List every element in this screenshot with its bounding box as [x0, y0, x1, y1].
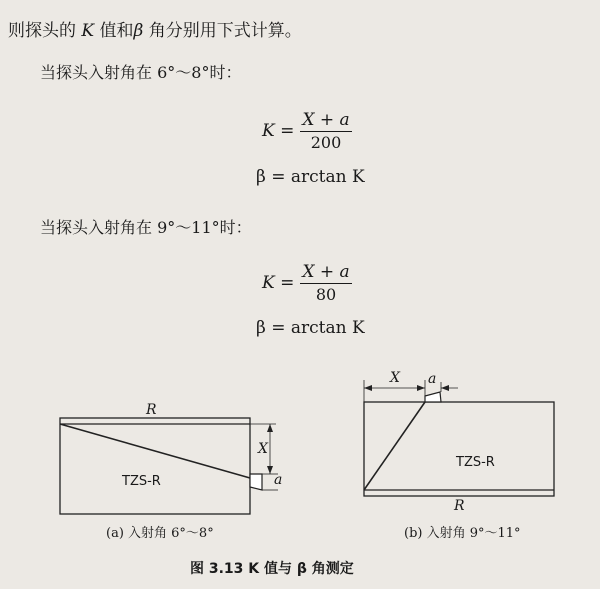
case1-condition: 当探头入射角在 6°～8°时：: [40, 63, 242, 82]
diagram-a-label-x: X: [258, 441, 268, 457]
figure-title: 图 3.13 K 值与 β 角测定: [190, 561, 354, 577]
diagram-a-block-label: TZS-R: [122, 474, 161, 489]
case2-denominator: 80: [315, 285, 337, 305]
case2-beta-formula: β = arctan K: [256, 318, 365, 338]
diagram-b-arrow-left: [364, 385, 372, 391]
diagram-b-arrow-right: [417, 385, 425, 391]
diagram-b-a-arrow: [441, 385, 449, 391]
diagram-a-label-r: R: [146, 402, 157, 418]
diagram-a-arrow-down: [267, 466, 273, 474]
diagram-a-beam-line: [60, 424, 250, 478]
diagram-a: [60, 418, 278, 514]
case1-k-lhs: K =: [262, 121, 295, 142]
case1-numerator: X + a: [302, 110, 350, 130]
case2-condition: 当探头入射角在 9°～11°时：: [40, 218, 252, 237]
diagram-b-beam-line: [364, 402, 425, 490]
diagram-a-probe-shape: [250, 474, 262, 490]
case1-beta-formula: β = arctan K: [256, 167, 365, 187]
diagram-b-probe-shape: [425, 392, 441, 402]
diagram-b-block-label: TZS-R: [456, 455, 495, 470]
intro-pre: 则探头的: [8, 21, 82, 41]
case2-k-lhs: K =: [262, 273, 295, 294]
diagram-b-caption: (b) 入射角 9°～11°: [404, 526, 521, 541]
diagram-b: [364, 380, 554, 496]
diagram-a-arrow-up: [267, 424, 273, 432]
intro-mid: 值和: [94, 21, 134, 41]
diagram-a-caption: (a) 入射角 6°～8°: [106, 526, 214, 541]
diagram-b-label-r: R: [454, 498, 465, 514]
case2-numerator: X + a: [302, 262, 350, 282]
diagram-b-label-a: a: [428, 371, 437, 387]
diagram-a-label-a: a: [274, 472, 283, 488]
intro-post: 角分别用下式计算。: [143, 21, 302, 41]
case1-denominator: 200: [310, 133, 342, 153]
intro-k: K: [81, 21, 95, 41]
diagram-b-label-x: X: [390, 370, 400, 386]
intro-beta: β: [133, 21, 144, 41]
